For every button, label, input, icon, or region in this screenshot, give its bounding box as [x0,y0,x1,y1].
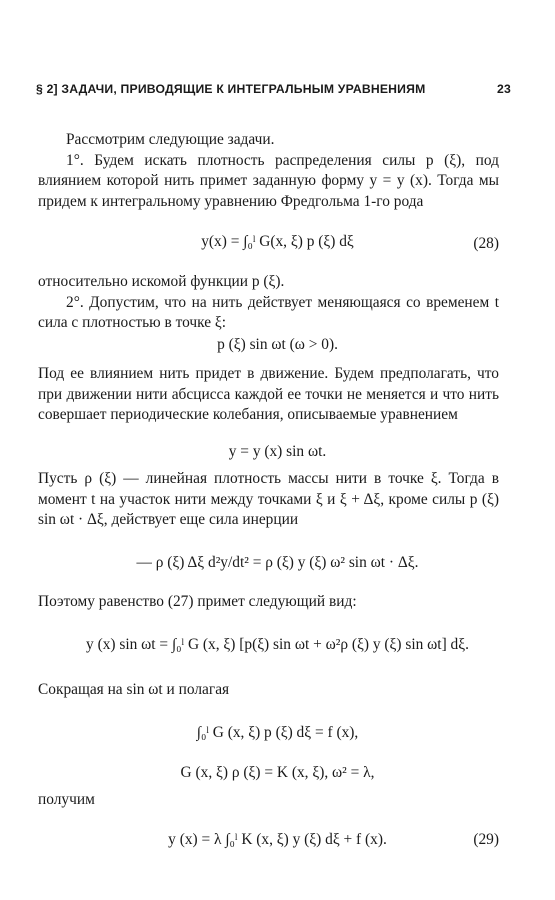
paragraph-cancelling: Сокращая на sin ωt и полагая [38,681,230,698]
paragraph-density: Пусть ρ (ξ) — линейная плотность массы нити в точке ξ. Тогда в момент t на участок нити между точками ξ и ξ + Δξ, кроме силы p (ξ) sin ωt · Δξ, действует еще сила инерции [38,470,499,529]
equation-force: p (ξ) sin ωt (ω > 0). [217,336,338,353]
paragraph-problem-2: 2°. Допустим, что на нить действует меняющаяся со временем t сила с плотностью в точке ξ: [38,293,499,332]
text-block-6 [38,680,499,701]
paragraph-eq27-intro: Поэтому равенство (27) примет следующий вид: [38,593,357,610]
text-block-1 [38,130,499,212]
text-block-5 [38,592,499,613]
equation-K-definition: G (x, ξ) ρ (ξ) = K (x, ξ), ω² = λ, [180,764,375,781]
equation-28: y(x) = ∫₀ˡ G(x, ξ) p (ξ) dξ [201,233,354,250]
paragraph-unknown-function: относительно искомой функции p (ξ). [38,273,285,290]
equation-f-definition: ∫₀ˡ G (x, ξ) p (ξ) dξ = f (x), [196,724,359,741]
equation-29: y (x) = λ ∫₀ˡ K (x, ξ) y (ξ) dξ + f (x). [168,831,387,848]
equation-27-substituted: y (x) sin ωt = ∫₀ˡ G (x, ξ) [p(ξ) sin ωt + ω²ρ (ξ) y (ξ) sin ωt] dξ. [86,636,469,653]
text-block-2 [38,272,499,334]
text-block-4 [38,469,499,531]
text-block-7 [38,790,499,811]
running-header [36,82,511,96]
paragraph-intro: Рассмотрим следующие задачи. [66,131,275,148]
equation-number-28: (28) [473,235,499,252]
equation-motion: y = y (x) sin ωt. [228,443,327,460]
equation-number-29: (29) [473,831,499,848]
equation-inertia: — ρ (ξ) Δξ d²y/dt² = ρ (ξ) y (ξ) ω² sin ωt · Δξ. [136,554,419,571]
paragraph-problem-1: 1°. Будем искать плотность распределения силы p (ξ), под влиянием которой нить примет заданную форму y = y (x). Тогда мы придем к интегральному уравнению Фредгольма 1-го рода [38,151,499,210]
section-title: § 2] ЗАДАЧИ, ПРИВОДЯЩИЕ К ИНТЕГРАЛЬНЫМ УРАВНЕНИЯМ [36,82,426,96]
paragraph-obtain: получим [38,791,95,808]
text-block-3 [38,364,499,426]
paragraph-motion: Под ее влиянием нить придет в движение. Будем предполагать, что при движении нити абсцисса каждой ее точки не меняется и что нить совершает периодические колебания, описываемые уравнением [38,365,499,424]
page-number: 23 [497,82,511,96]
